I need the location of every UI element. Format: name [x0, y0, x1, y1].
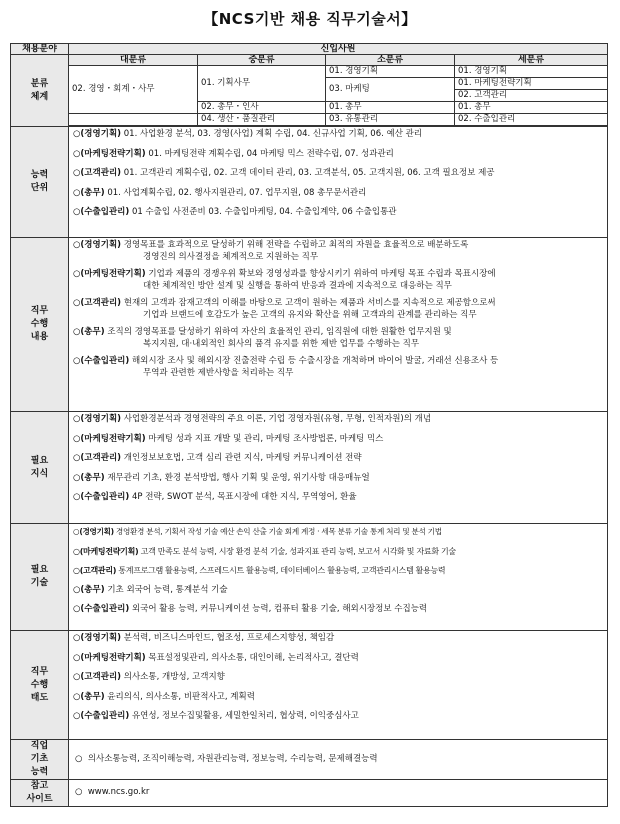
detail-category-3: 02. 고객관리	[455, 90, 608, 102]
list-item: ○(수출입관리) 해외시장 조사 및 해외시장 진출전략 수립 등 수출시장을 개척하며 바이어 발굴, 거래선 신용조사 등 무역과 관련한 제반사항을 처리하는 직무	[73, 356, 499, 378]
knowledge-content	[69, 412, 608, 524]
list-item: ○(수출입관리) 외국어 활용 능력, 커뮤니케이션 능력, 컴퓨터 활용 기술, 해외시장정보 수집능력	[73, 604, 428, 614]
list-item: ○(마케팅전략기획) 고객 만족도 분석 능력, 시장 환경 분석 기술, 성과지표 관리 능력, 보고서 시각화 및 자료화 기술	[73, 546, 456, 556]
attitude-label: 직무 수행 태도	[11, 631, 69, 740]
minor-category-1: 01. 경영기획	[326, 66, 455, 78]
skills-label: 필요 기술	[11, 524, 69, 631]
list-item: ○(경영기획) 경영목표를 효과적으로 달성하기 위해 전략을 수립하고 최적의 자원을 효율적으로 배분하도록 경영진의 의사결정을 체계적으로 지원하는 직무	[73, 240, 469, 262]
list-item: ○(경영기획) 사업환경분석과 경영전략의 주요 이론, 기업 경영자원(유형, 무형, 인적자원)의 개념	[73, 414, 432, 424]
list-item: ○(마케팅전략기획) 목표설정및관리, 의사소통, 대인이해, 논리적사고, 결단력	[73, 652, 359, 663]
list-item: ○(총무) 재무관리 기초, 환경 분석방법, 행사 기획 및 운영, 위기사항 대응매뉴얼	[73, 472, 370, 483]
minor-category-3: 01. 총무	[326, 102, 455, 114]
list-item: ○(고객관리) 개인정보보호법, 고객 심리 관련 지식, 마케팅 커뮤니케이션 전략	[73, 453, 362, 463]
ability-units-label: 능력 단위	[11, 127, 69, 238]
list-item: ○(마케팅전략기획) 마케팅 성과 지표 개발 및 관리, 마케팅 조사방법론, 마케팅 믹스	[73, 433, 384, 444]
attitude-content	[69, 631, 608, 740]
list-item: ○(수출입관리) 4P 전략, SWOT 분석, 목표시장에 대한 지식, 무역영어, 환율	[73, 492, 357, 502]
list-item: ○(수출입관리) 유연성, 정보수집및활용, 세밀한일처리, 협상력, 이익중심사고	[73, 711, 359, 721]
reference-label: 참고 사이트	[11, 780, 69, 807]
list-item: ○(마케팅전략기획) 01. 마케팅전략 계획수립, 04 마케팅 믹스 전략수립, 07. 성과관리	[73, 148, 394, 159]
middle-category-1: 01. 기획사무	[198, 66, 326, 102]
minor-category-2: 03. 마케팅	[326, 78, 455, 102]
basic-ability-text: 의사소통능력, 조직이해능력, 자원관리능력, 정보능력, 수리능력, 문제해결능력	[87, 753, 378, 764]
basic-ability-content: ○ 의사소통능력, 조직이해능력, 자원관리능력, 정보능력, 수리능력, 문제해결능력	[69, 740, 608, 780]
list-item: ○(경영기획) 분석력, 비즈니스마인드, 협조성, 프로세스지향성, 책임감	[73, 633, 335, 643]
list-item: ○(총무) 윤리의식, 의사소통, 비판적사고, 계획력	[73, 691, 255, 702]
basic-ability-label: 직업 기초 능력	[11, 740, 69, 780]
document-title: 【NCS기반 채용 직무기술서】	[203, 10, 417, 28]
job-content-content	[69, 238, 608, 412]
list-item: ○(고객관리) 통계프로그램 활용능력, 스프레드시트 활용능력, 데이터베이스 활용능력, 고객관리시스템 활용능력	[73, 566, 446, 575]
col-detail: 세분류	[455, 55, 608, 66]
col-minor: 소분류	[326, 55, 455, 66]
list-item: ○(고객관리) 의사소통, 개방성, 고객지향	[73, 672, 225, 682]
col-middle: 중분류	[198, 55, 326, 66]
minor-category-4: 03. 유통관리	[326, 114, 455, 126]
job-content-label: 직무 수행 내용	[11, 238, 69, 412]
middle-category-2: 02. 총무・인사	[198, 102, 326, 114]
detail-category-1: 01. 경영기획	[455, 66, 608, 78]
knowledge-label: 필요 지식	[11, 412, 69, 524]
reference-content: ○ www.ncs.go.kr	[69, 780, 608, 807]
list-item: ○(총무) 01. 사업계획수립, 02. 행사지원관리, 07. 업무지원, 08 총무문서관리	[73, 187, 367, 198]
skills-content	[69, 524, 608, 631]
middle-category-3: 04. 생산・품질관리	[198, 114, 326, 126]
list-item: ○(수출입관리) 01 수출입 사전준비 03. 수출입마케팅, 04. 수출입계약, 06 수출입통관	[73, 207, 397, 217]
ability-units-content	[69, 127, 608, 238]
list-item: ○(마케팅전략기획) 기업과 제품의 경쟁우위 확보와 경영성과를 향상시키기 위하여 마케팅 목표 수립과 목표시장에 대한 체계적인 방안 설계 및 실행을 통하여 반응과 결과에 지속적으로 대응하는 직무	[73, 269, 496, 291]
list-item: ○(경영기획) 01. 사업환경 분석, 03. 경영(사업) 계획 수립, 04. 신규사업 기획, 06. 예산 관리	[73, 129, 423, 139]
classification-label: 분류 체계	[11, 55, 69, 127]
list-item: ○(총무) 조직의 경영목표를 달성하기 위하여 자산의 효율적인 관리, 임직원에 대한 원활한 업무지원 및 복지지원, 대·내외적인 회사의 품격 유지를 위한 제반 업무를 수행하는 직무	[73, 327, 452, 349]
job-description-table	[10, 43, 608, 807]
detail-category-4: 01. 총무	[455, 102, 608, 114]
list-item: ○(고객관리) 01. 고객관리 계획수립, 02. 고객 데이터 관리, 03. 고객분석, 05. 고객지원, 06. 고객 필요정보 제공	[73, 168, 495, 178]
detail-category-2: 01. 마케팅전략기획	[455, 78, 608, 90]
list-item: ○(고객관리) 현재의 고객과 잠재고객의 이해를 바탕으로 고객이 원하는 제품과 서비스를 지속적으로 제공함으로써 기업과 브랜드에 호감도가 높은 고객의 유지와 확산을 위해 고객과의 관계를 관리하는 직무	[73, 298, 496, 320]
list-item: ○(총무) 기초 외국어 능력, 통계분석 기술	[73, 584, 228, 595]
major-category: 02. 경영・회계・사무	[69, 66, 198, 114]
major-category-blank	[69, 114, 198, 126]
recruit-field-label: 채용분야	[11, 44, 69, 55]
reference-link[interactable]: www.ncs.go.kr	[87, 787, 150, 798]
recruit-field-value: 신입사원	[69, 44, 608, 55]
list-item: ○(경영기획) 경영환경 분석, 기획서 작성 기술 예산 손익 산출 기술 회계 계정 · 세목 분류 기술 통계 처리 및 분석 기법	[73, 527, 442, 536]
col-major: 대분류	[69, 55, 198, 66]
detail-category-5: 02. 수출입관리	[455, 114, 608, 126]
